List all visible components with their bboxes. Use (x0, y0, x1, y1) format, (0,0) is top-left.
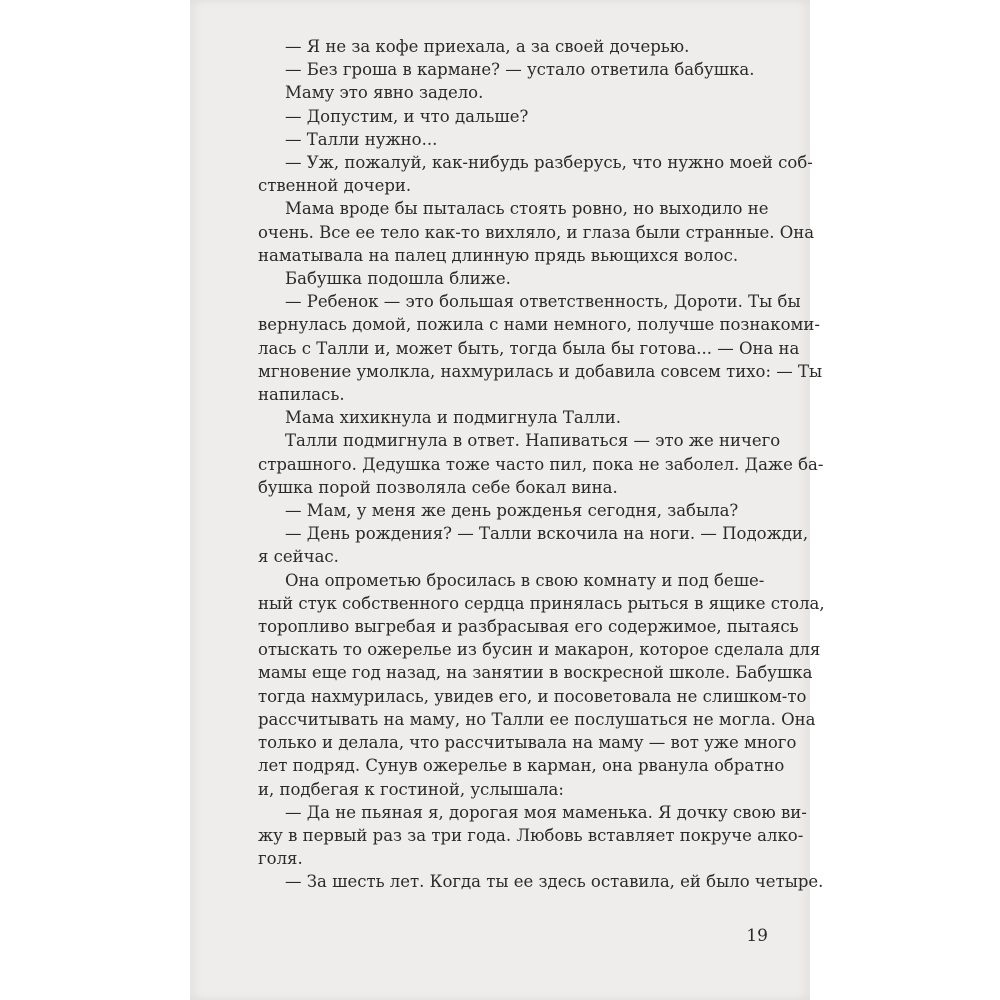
text-line: лась с Талли и, может быть, тогда была бы готова... — Она на (258, 338, 800, 358)
page-body-text (258, 35, 825, 894)
text-line: тогда нахмурилась, увидев его, и посоветовала не слишком-то (258, 686, 807, 706)
text-line: жу в первый раз за три года. Любовь вставляет покруче алко- (258, 825, 804, 845)
text-line: голя. (258, 849, 303, 869)
text-line: — Без гроша в кармане? — устало ответила бабушка. (285, 60, 755, 80)
text-line: наматывала на палец длинную прядь вьющихся волос. (258, 245, 739, 265)
text-line: Она опрометью бросилась в свою комнату и под бешe- (285, 570, 765, 590)
text-line: Мама вроде бы пыталась стоять ровно, но выходило не (285, 199, 769, 219)
text-line: — Ребенок — это большая ответственность, Дороти. Ты бы (285, 292, 801, 312)
text-line: мамы еще год назад, на занятии в воскресной школе. Бабушка (258, 663, 813, 683)
text-line: Маму это явно задело. (285, 83, 484, 103)
text-line: — Допустим, и что дальше? (285, 106, 529, 126)
text-line: бушка порой позволяла себе бокал вина. (258, 477, 618, 497)
text-line: ственной дочери. (258, 176, 412, 196)
text-line: только и делала, что рассчитывала на маму — вот уже много (258, 733, 797, 753)
text-line: Мама хихикнула и подмигнула Талли. (285, 408, 621, 428)
text-line: отыскать то ожерелье из бусин и макарон, которое сделала для (258, 640, 821, 660)
text-line: рассчитывать на маму, но Талли ее послушаться не могла. Она (258, 709, 816, 729)
text-line: — Уж, пожалуй, как-нибудь разберусь, что нужно моей соб- (285, 153, 813, 173)
text-line: и, подбегая к гостиной, услышала: (258, 779, 564, 799)
text-line: ный стук собственного сердца принялась рыться в ящике стола, (258, 593, 825, 613)
text-line: вернулась домой, пожила с нами немного, получше познакоми- (258, 315, 820, 335)
text-line: напилась. (258, 385, 345, 405)
text-line: мгновение умолкла, нахмурилась и добавила совсем тихо: — Ты (258, 361, 823, 381)
text-line: — Мам, у меня же день рожденья сегодня, забыла? (285, 501, 739, 521)
text-line: страшного. Дедушка тоже часто пил, пока не заболел. Даже ба- (258, 454, 824, 474)
text-line: я сейчас. (258, 547, 339, 567)
text-line: Талли подмигнула в ответ. Напиваться — это же ничего (285, 431, 781, 451)
text-line: Бабушка подошла ближе. (285, 269, 511, 289)
text-line: — Да не пьяная я, дорогая моя маменька. Я дочку свою ви- (285, 802, 807, 822)
text-line: лет подряд. Сунув ожерелье в карман, она рванула обратно (258, 756, 785, 776)
page-number: 19 (746, 926, 768, 946)
text-line: — За шесть лет. Когда ты ее здесь оставила, ей было четыре. (285, 872, 824, 892)
text-line: — День рождения? — Талли вскочила на ноги. — Подожди, (285, 524, 809, 544)
text-line: — Талли нужно... (285, 129, 438, 149)
text-line: очень. Все ее тело как-то вихляло, и глаза были странные. Она (258, 222, 815, 242)
text-line: — Я не за кофе приехала, а за своей дочерью. (285, 37, 690, 56)
text-line: торопливо выгребая и разбрасывая его содержимое, пытаясь (258, 617, 799, 637)
